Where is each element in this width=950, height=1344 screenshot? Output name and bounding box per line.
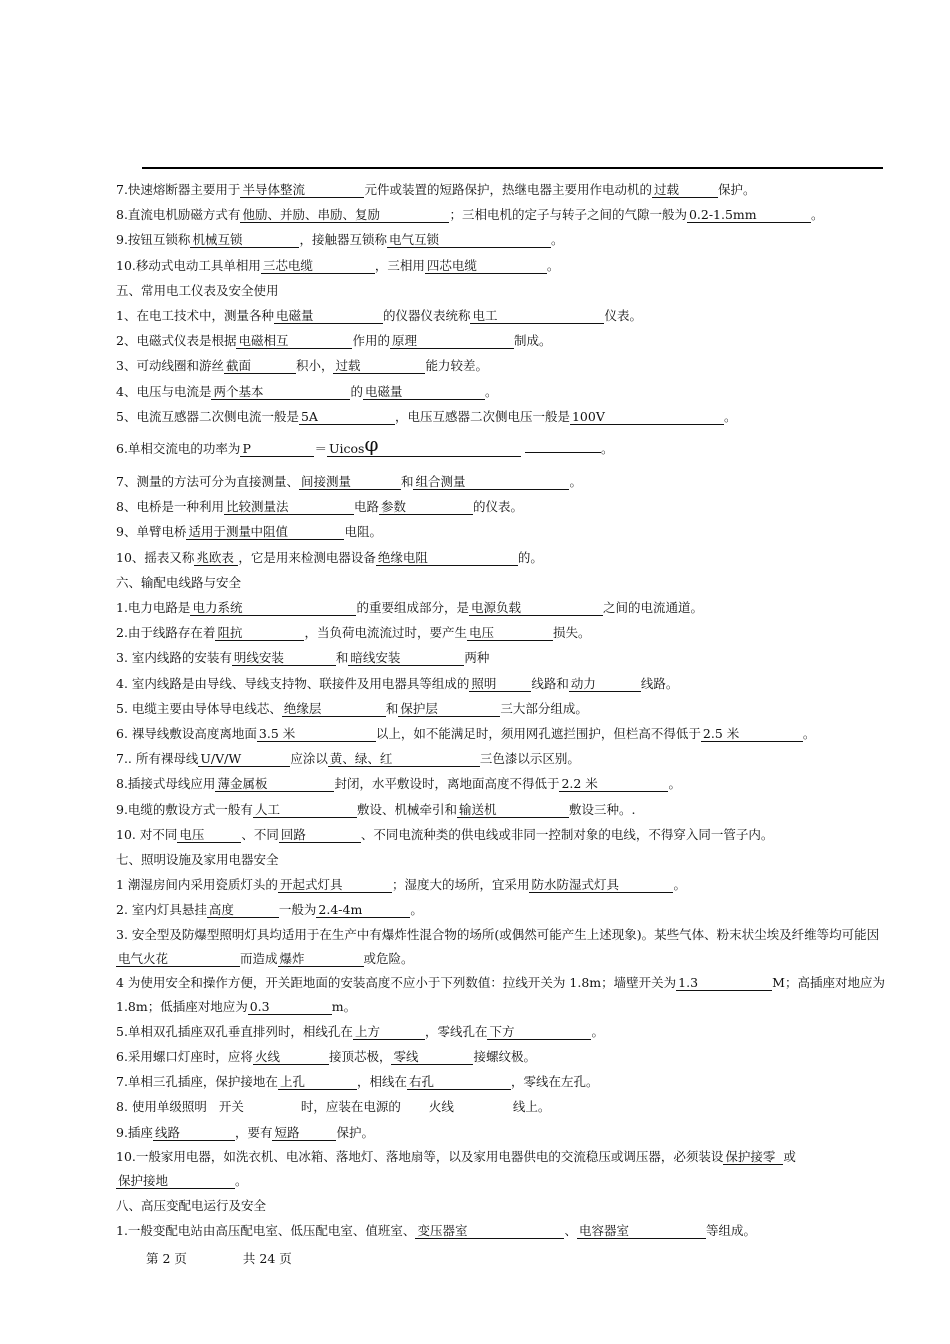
question-text: 4、电压与电流是 [116, 383, 212, 399]
question-text: 。 [810, 207, 824, 223]
question-4-10 [116, 253, 886, 278]
question-text: 之间的电流通道。 [602, 600, 703, 616]
fill-blank-answer: Uicosφ [327, 437, 521, 457]
question-text: 和 [400, 474, 414, 490]
question-text: 封闭，水平敷设时，离地面高度不得低于 [334, 776, 560, 792]
question-7-6 [116, 1044, 886, 1069]
fill-blank-answer: 机械互锁 [190, 232, 299, 248]
question-6-9 [116, 797, 886, 822]
question-text: 4 为使用安全和操作方便，开关距地面的安装高度不应小于下列数值：拉线开关为 1.8m；墙壁开关为 [116, 974, 677, 990]
question-5-7 [116, 469, 886, 494]
question-text: ，它是用来检测电器设备 [238, 549, 376, 565]
question-5-9 [116, 519, 886, 544]
fill-blank-answer: 参数 [379, 499, 473, 515]
question-text: 。 [484, 383, 498, 399]
question-6-10 [116, 822, 886, 847]
question-text: 两种 [464, 650, 490, 666]
question-text: 7、测量的方法可分为直接测量、 [116, 474, 299, 490]
fill-blank-answer: 他励、并励、串励、复励 [240, 207, 449, 223]
question-text: m。 [331, 998, 357, 1014]
question-text: ，接触器互锁称 [299, 232, 387, 248]
fill-blank-answer: 保护接零 [723, 1149, 783, 1165]
top-rule [142, 167, 883, 169]
page-footer [146, 1249, 348, 1267]
question-text: 的 [350, 383, 363, 399]
fill-blank-answer: 电工 [470, 308, 604, 324]
question-text: 。 [569, 474, 582, 490]
fill-blank-answer: 兆欧表 [194, 550, 238, 566]
fill-blank-answer: 阻抗 [215, 625, 304, 641]
fill-blank-answer: 明线安装 [232, 650, 336, 666]
question-text: 火线 [428, 1099, 454, 1115]
question-text: ，要有 [234, 1124, 273, 1140]
question-text: 5. 电缆主要由导体导电线芯、 [116, 700, 282, 716]
fill-blank-answer: 3.5 米 [257, 726, 376, 742]
question-text: 保护。 [717, 182, 756, 197]
question-5-8 [116, 494, 886, 519]
question-text: 1.电力电路是 [116, 600, 191, 616]
question-text: 和 [335, 650, 349, 666]
question-6-3 [116, 645, 886, 670]
fill-blank-answer: 电压 [467, 625, 553, 641]
question-text: 。 [673, 877, 686, 893]
page-total: 共 24 页 [242, 1251, 292, 1266]
fill-blank-answer: 上孔 [278, 1074, 357, 1090]
question-4-9 [116, 227, 886, 252]
question-text: 接顶芯极， [328, 1048, 392, 1064]
question-text: 7.快速熔断器主要用于 [116, 182, 241, 197]
question-text: 积小， [295, 358, 334, 374]
question-text: 敷设三种。. [568, 801, 636, 817]
question-text: 8、电桥是一种利用 [116, 499, 224, 515]
question-text: 元件或装置的短路保护，热继电器主要用作电动机的 [364, 182, 652, 197]
question-8-1 [116, 1218, 886, 1243]
question-text: 、不同 [241, 826, 279, 842]
question-text: 的仪器仪表统称 [382, 308, 471, 324]
question-text: 、 [564, 1222, 577, 1238]
fill-blank-answer: 2.5 米 [701, 726, 803, 742]
question-text: 10.移动式电动工具单相用 [116, 257, 261, 273]
question-text: 开关 [218, 1099, 244, 1115]
fill-blank-answer: 回路 [279, 827, 361, 843]
fill-blank-answer: 2.2 米 [559, 776, 668, 792]
question-text: 敷设、机械牵引和 [356, 801, 457, 817]
fill-blank-answer: 0.2-1.5mm [687, 207, 811, 223]
fill-blank-answer: 火线 [253, 1049, 329, 1065]
fill-blank-answer: 电磁量 [363, 384, 485, 400]
fill-blank-answer: 变压器室 [415, 1223, 564, 1239]
question-text: 3、可动线圈和游丝 [116, 358, 224, 374]
question-text: 接螺纹极。 [473, 1048, 536, 1064]
content [116, 177, 886, 1243]
question-text: 作用的 [352, 333, 390, 349]
fill-blank-answer: 四芯电缆 [425, 258, 547, 274]
question-text: ，零线在左孔。 [510, 1074, 599, 1090]
fill-blank-answer: 下方 [487, 1024, 591, 1040]
fill-blank-answer: 电气互锁 [387, 232, 551, 248]
fill-blank-answer: 保护层 [398, 701, 500, 717]
question-6-2 [116, 620, 886, 645]
fill-blank-answer: 过载 [652, 182, 718, 198]
fill-blank-answer: 5A [299, 409, 395, 425]
question-text: 10.一般家用电器，如洗衣机、电冰箱、落地灯、落地扇等，以及家用电器供电的交流稳压或调压器，必须装设 [116, 1148, 724, 1164]
question-6-1 [116, 595, 886, 620]
question-text: 10. 对不同 [116, 826, 178, 842]
question-text: 时，应装在电源的 [300, 1099, 401, 1115]
question-text: 三大部分组成。 [500, 700, 588, 716]
question-text: 。 [802, 726, 816, 742]
question-text: 1.一般变配电站由高压配电室、低压配电室、值班室、 [116, 1222, 416, 1238]
question-text: 3. 安全型及防爆型照明灯具均适用于在生产中有爆炸性混合物的场所(或偶然可能产生上述现象)。某些气体、粉末状尘埃及纤维等均可能因 [116, 926, 880, 942]
question-5-4 [116, 379, 886, 404]
question-7-8 [116, 1094, 886, 1119]
question-text: 8. 使用单级照明 [116, 1099, 207, 1115]
fill-blank-answer: 2.4-4m [316, 902, 410, 918]
question-6-7 [116, 746, 886, 771]
fill-blank-answer: 电压 [177, 827, 241, 843]
fill-blank-answer: 动力 [569, 676, 641, 692]
section-6-title: 六、输配电线路与安全 [116, 574, 242, 590]
question-text: 线路。 [640, 675, 679, 691]
fill-blank-answer: 人工 [253, 802, 357, 818]
question-text: 7.. 所有裸母线 [116, 751, 199, 767]
question-text: 。 [546, 257, 560, 273]
question-5-2 [116, 328, 886, 353]
fill-blank-answer: 原理 [390, 333, 514, 349]
fill-blank-answer: 电源负载 [469, 600, 603, 616]
fill-blank-answer: 线路 [153, 1125, 235, 1141]
fill-blank-answer: 半导体整流 [240, 182, 364, 198]
question-text: 。 [550, 232, 564, 248]
fill-blank-answer: 照明 [469, 676, 531, 692]
fill-blank-answer: 黄、绿、红 [328, 751, 480, 767]
question-text: ＝ [314, 441, 327, 457]
question-text: 9、单臂电桥 [116, 524, 187, 540]
fill-blank-answer: 爆炸 [278, 951, 364, 967]
question-text: 。 [600, 441, 614, 457]
question-text: 1 潮湿房间内采用瓷质灯头的 [116, 877, 278, 893]
fill-blank-answer: 输送机 [457, 802, 569, 818]
question-5-10 [116, 545, 886, 570]
question-text: 一般为 [278, 902, 317, 918]
fill-blank-answer: 100V [570, 409, 724, 425]
question-text: ，相线在 [356, 1074, 407, 1090]
question-text: 7.单相三孔插座，保护接地在 [116, 1074, 278, 1090]
question-text: 、不同电流种类的供电线或非同一控制对象的电线，不得穿入同一管子内。 [360, 826, 774, 842]
fill-blank-answer [525, 452, 601, 453]
phi-symbol: φ [364, 432, 379, 457]
question-text: 应涂以 [290, 751, 328, 767]
question-text: 6.采用螺口灯座时，应将 [116, 1048, 253, 1064]
fill-blank-answer: 组合测量 [413, 474, 569, 490]
fill-blank-answer: 保护接地 [116, 1173, 235, 1189]
question-text: 6. 裸导线敷设高度离地面 [116, 726, 257, 742]
question-text: 8.直流电机励磁方式有 [116, 207, 241, 223]
question-text: 而造成 [240, 950, 278, 966]
question-text: 以上，如不能满足时，须用网孔遮拦围护，但栏高不得低于 [375, 726, 701, 742]
question-text: 能力较差。 [425, 358, 488, 374]
question-text: 损失。 [552, 625, 591, 641]
fill-blank-answer: 零线 [391, 1049, 473, 1065]
question-6-6 [116, 721, 886, 746]
question-4-8 [116, 202, 886, 227]
fill-blank-answer: 薄金属板 [215, 776, 334, 792]
fill-blank-answer: 绝缘层 [282, 701, 386, 717]
question-text: 2、电磁式仪表是根据 [116, 333, 237, 349]
fill-blank-answer: 防水防湿式灯具 [529, 877, 673, 893]
fill-blank-answer: 电磁相互 [236, 333, 352, 349]
question-text: 的。 [517, 549, 543, 565]
question-text: ；三相电机的定子与转子之间的气隙一般为 [449, 207, 687, 223]
fill-blank-answer: 0.3 [248, 999, 332, 1015]
question-text: 仪表。 [604, 308, 642, 324]
question-text: 3. 室内线路的安装有 [116, 650, 232, 666]
question-text: ，当负荷电流流过时，要产生 [304, 625, 467, 641]
question-text: 。 [410, 902, 423, 918]
question-7-4 [116, 971, 886, 1019]
fill-blank-answer: 比较测量法 [224, 499, 354, 515]
question-7-9 [116, 1120, 886, 1145]
question-text: 制成。 [513, 333, 552, 349]
fill-blank-answer: 绝缘电阻 [376, 550, 518, 566]
fill-blank-answer: 电力系统 [190, 600, 356, 616]
question-4-7 [116, 177, 886, 202]
question-text: ；湿度大的场所，宜采用 [391, 877, 530, 893]
question-text: 的重要组成部分，是 [356, 600, 469, 616]
question-text: 1、在电工技术中，测量各种 [116, 308, 274, 324]
question-5-1 [116, 303, 886, 328]
fill-blank-answer: 暗线安装 [348, 650, 464, 666]
question-text: 9.电缆的敷设方式一般有 [116, 801, 253, 817]
question-text: 2.由于线路存在着 [116, 625, 216, 641]
question-text: 线上。 [512, 1099, 551, 1115]
fill-blank-answer: 电气火花 [116, 951, 240, 967]
fill-blank-answer: 开起式灯具 [278, 877, 392, 893]
page-number: 第 2 页 [146, 1251, 187, 1266]
question-text: 9.按钮互锁称 [116, 232, 191, 248]
question-7-7 [116, 1069, 886, 1094]
question-text: 线路和 [531, 675, 569, 691]
fill-blank-answer: P [240, 441, 314, 457]
fill-blank-answer: 1.3 [676, 975, 772, 991]
question-7-10 [116, 1145, 886, 1193]
question-text: 。 [668, 776, 681, 792]
question-text: 8.插接式母线应用 [116, 776, 216, 792]
question-text: 。 [591, 1023, 604, 1039]
fill-blank-answer: 截面 [224, 358, 296, 374]
fill-blank-answer: 三芯电缆 [261, 258, 375, 274]
fill-blank-answer: 右孔 [407, 1074, 511, 1090]
section-5-title: 五、常用电工仪表及安全使用 [116, 282, 279, 298]
question-text: 保护。 [336, 1124, 374, 1140]
question-text: 9.插座 [116, 1124, 153, 1140]
question-7-5 [116, 1019, 886, 1044]
question-text: 10、摇表又称 [116, 549, 195, 565]
fill-blank-answer: U/V/W [198, 751, 290, 767]
question-7-3 [116, 923, 886, 971]
question-text: 电阻。 [344, 524, 382, 540]
fill-blank-answer: 间接测量 [299, 474, 401, 490]
section-7-title: 七、照明设施及家用电器安全 [116, 852, 279, 868]
section-8-title: 八、高压变配电运行及安全 [116, 1197, 267, 1213]
fill-blank-answer: 上方 [353, 1024, 425, 1040]
question-6-4 [116, 671, 886, 696]
question-text: 或 [783, 1148, 796, 1164]
question-text: 电路 [353, 499, 379, 515]
question-text: 6.单相交流电的功率为 [116, 441, 241, 457]
question-6-8 [116, 771, 886, 796]
question-text: 。 [235, 1172, 248, 1188]
question-text: ，三相用 [374, 257, 425, 273]
question-text: 。 [723, 408, 737, 424]
fill-blank-answer: 过载 [333, 358, 425, 374]
fill-blank-answer: 适用于测量 [188, 524, 251, 540]
fill-blank-answer: 电容器室 [577, 1223, 706, 1239]
question-text: M；高插座对地应为 1.8m；低插座对地应为 [116, 974, 885, 1014]
question-text: ，零线孔在 [424, 1023, 488, 1039]
question-text: 4. 室内线路是由导线、导线支持物、联接件及用电器具等组成的 [116, 675, 470, 691]
question-text: 的仪表。 [472, 499, 523, 515]
fill-blank-answer: 高度 [207, 902, 279, 918]
question-text: 等组成。 [705, 1222, 756, 1238]
question-5-6 [116, 429, 886, 469]
question-5-3 [116, 353, 886, 378]
question-6-5 [116, 696, 886, 721]
question-text: 和 [385, 700, 399, 716]
fill-blank-answer: 两个基本 [211, 384, 350, 400]
question-text: ，电压互感器二次侧电压一般是 [394, 408, 570, 424]
question-text: 5、电流互感器二次侧电流一般是 [116, 408, 299, 424]
question-text: 5.单相双孔插座双孔垂直排列时，相线孔在 [116, 1023, 353, 1039]
question-text: 三色漆以示区别。 [479, 751, 580, 767]
question-7-1 [116, 872, 886, 897]
question-5-5 [116, 404, 886, 429]
question-text: 2. 室内灯具悬挂 [116, 902, 207, 918]
fill-blank-answer: 短路 [272, 1125, 336, 1141]
fill-blank-answer: 中阻值 [248, 524, 344, 540]
question-7-2 [116, 897, 886, 922]
fill-blank-answer: 电磁量 [274, 308, 383, 324]
question-text: 或危险。 [363, 950, 414, 966]
